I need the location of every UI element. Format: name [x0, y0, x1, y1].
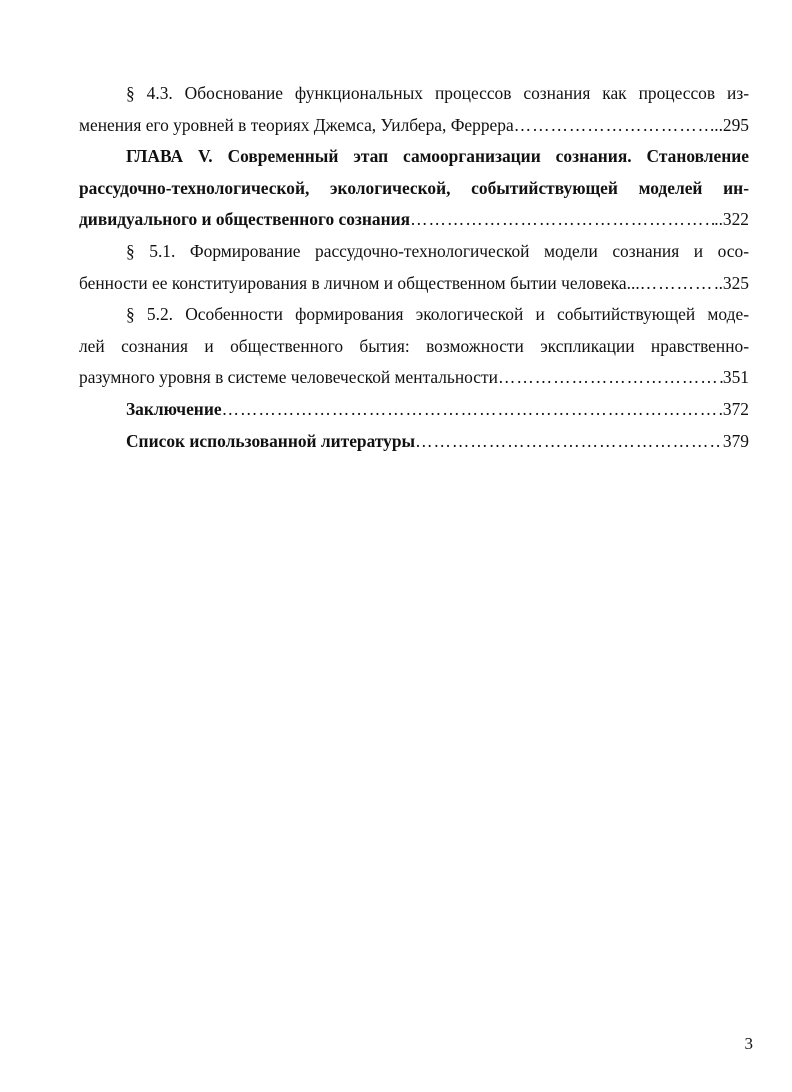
toc-entry-text-line: лей сознания и общественного бытия: возможности экспликации нравственно- — [79, 335, 749, 356]
toc-page-number: ..322 — [714, 209, 749, 230]
toc-page-number: 379 — [722, 430, 749, 451]
toc-entry-title: Заключение — [126, 398, 222, 419]
toc-entry-text-line: § 5.2. Особенности формирования экологической и событийствующей моде- — [126, 304, 749, 325]
toc-entry-last-line — [79, 426, 749, 458]
toc-entry-last-line — [79, 204, 749, 236]
toc-entry-text-line: § 5.1. Формирование рассудочно-технологической модели сознания и осо- — [126, 240, 749, 261]
dot-leader — [415, 426, 723, 458]
toc-entry-chapter-5 — [79, 141, 749, 236]
toc-page-number: .372 — [718, 398, 749, 419]
toc-entry-text-line: разумного уровня в системе человеческой ментальности — [79, 367, 498, 388]
page-number: 3 — [744, 1034, 753, 1053]
table-of-contents — [79, 78, 749, 457]
toc-entry-last-line — [79, 362, 749, 394]
toc-entry-text-line: менения его уровней в теориях Джемса, Уилбера, Феррера — [79, 114, 514, 135]
toc-entry-bibliography — [79, 426, 749, 458]
toc-page-number: ..325 — [714, 272, 749, 293]
toc-entry-section-5-2 — [79, 299, 749, 394]
toc-entry-title: Список использованной литературы — [126, 430, 416, 451]
dot-leader — [410, 204, 714, 236]
toc-entry-section-5-1 — [79, 236, 749, 299]
toc-entry-conclusion — [79, 394, 749, 426]
toc-entry-text-line: рассудочно-технологической, экологической, событийствующей моделей ин- — [79, 177, 749, 198]
toc-entry-last-line — [79, 268, 749, 300]
dot-leader — [640, 268, 715, 300]
toc-entry-last-line — [79, 394, 749, 426]
toc-entry-last-line — [79, 110, 749, 142]
dot-leader — [514, 110, 715, 142]
dot-leader — [222, 394, 719, 426]
toc-entry-text-line: ГЛАВА V. Современный этап самоорганизации сознания. Становление — [126, 146, 749, 167]
toc-entry-text-line: § 4.3. Обоснование функциональных процессов сознания как процессов из- — [126, 83, 749, 103]
toc-entry-section-4-3 — [79, 78, 749, 141]
toc-page-number: 351 — [722, 367, 749, 388]
toc-entry-text-line: бенности ее конституирования в личном и общественном бытии человека... — [79, 272, 640, 293]
toc-page-number: ..295 — [714, 114, 749, 135]
toc-entry-text-line: дивидуального и общественного сознания — [79, 209, 411, 230]
dot-leader — [498, 362, 723, 394]
